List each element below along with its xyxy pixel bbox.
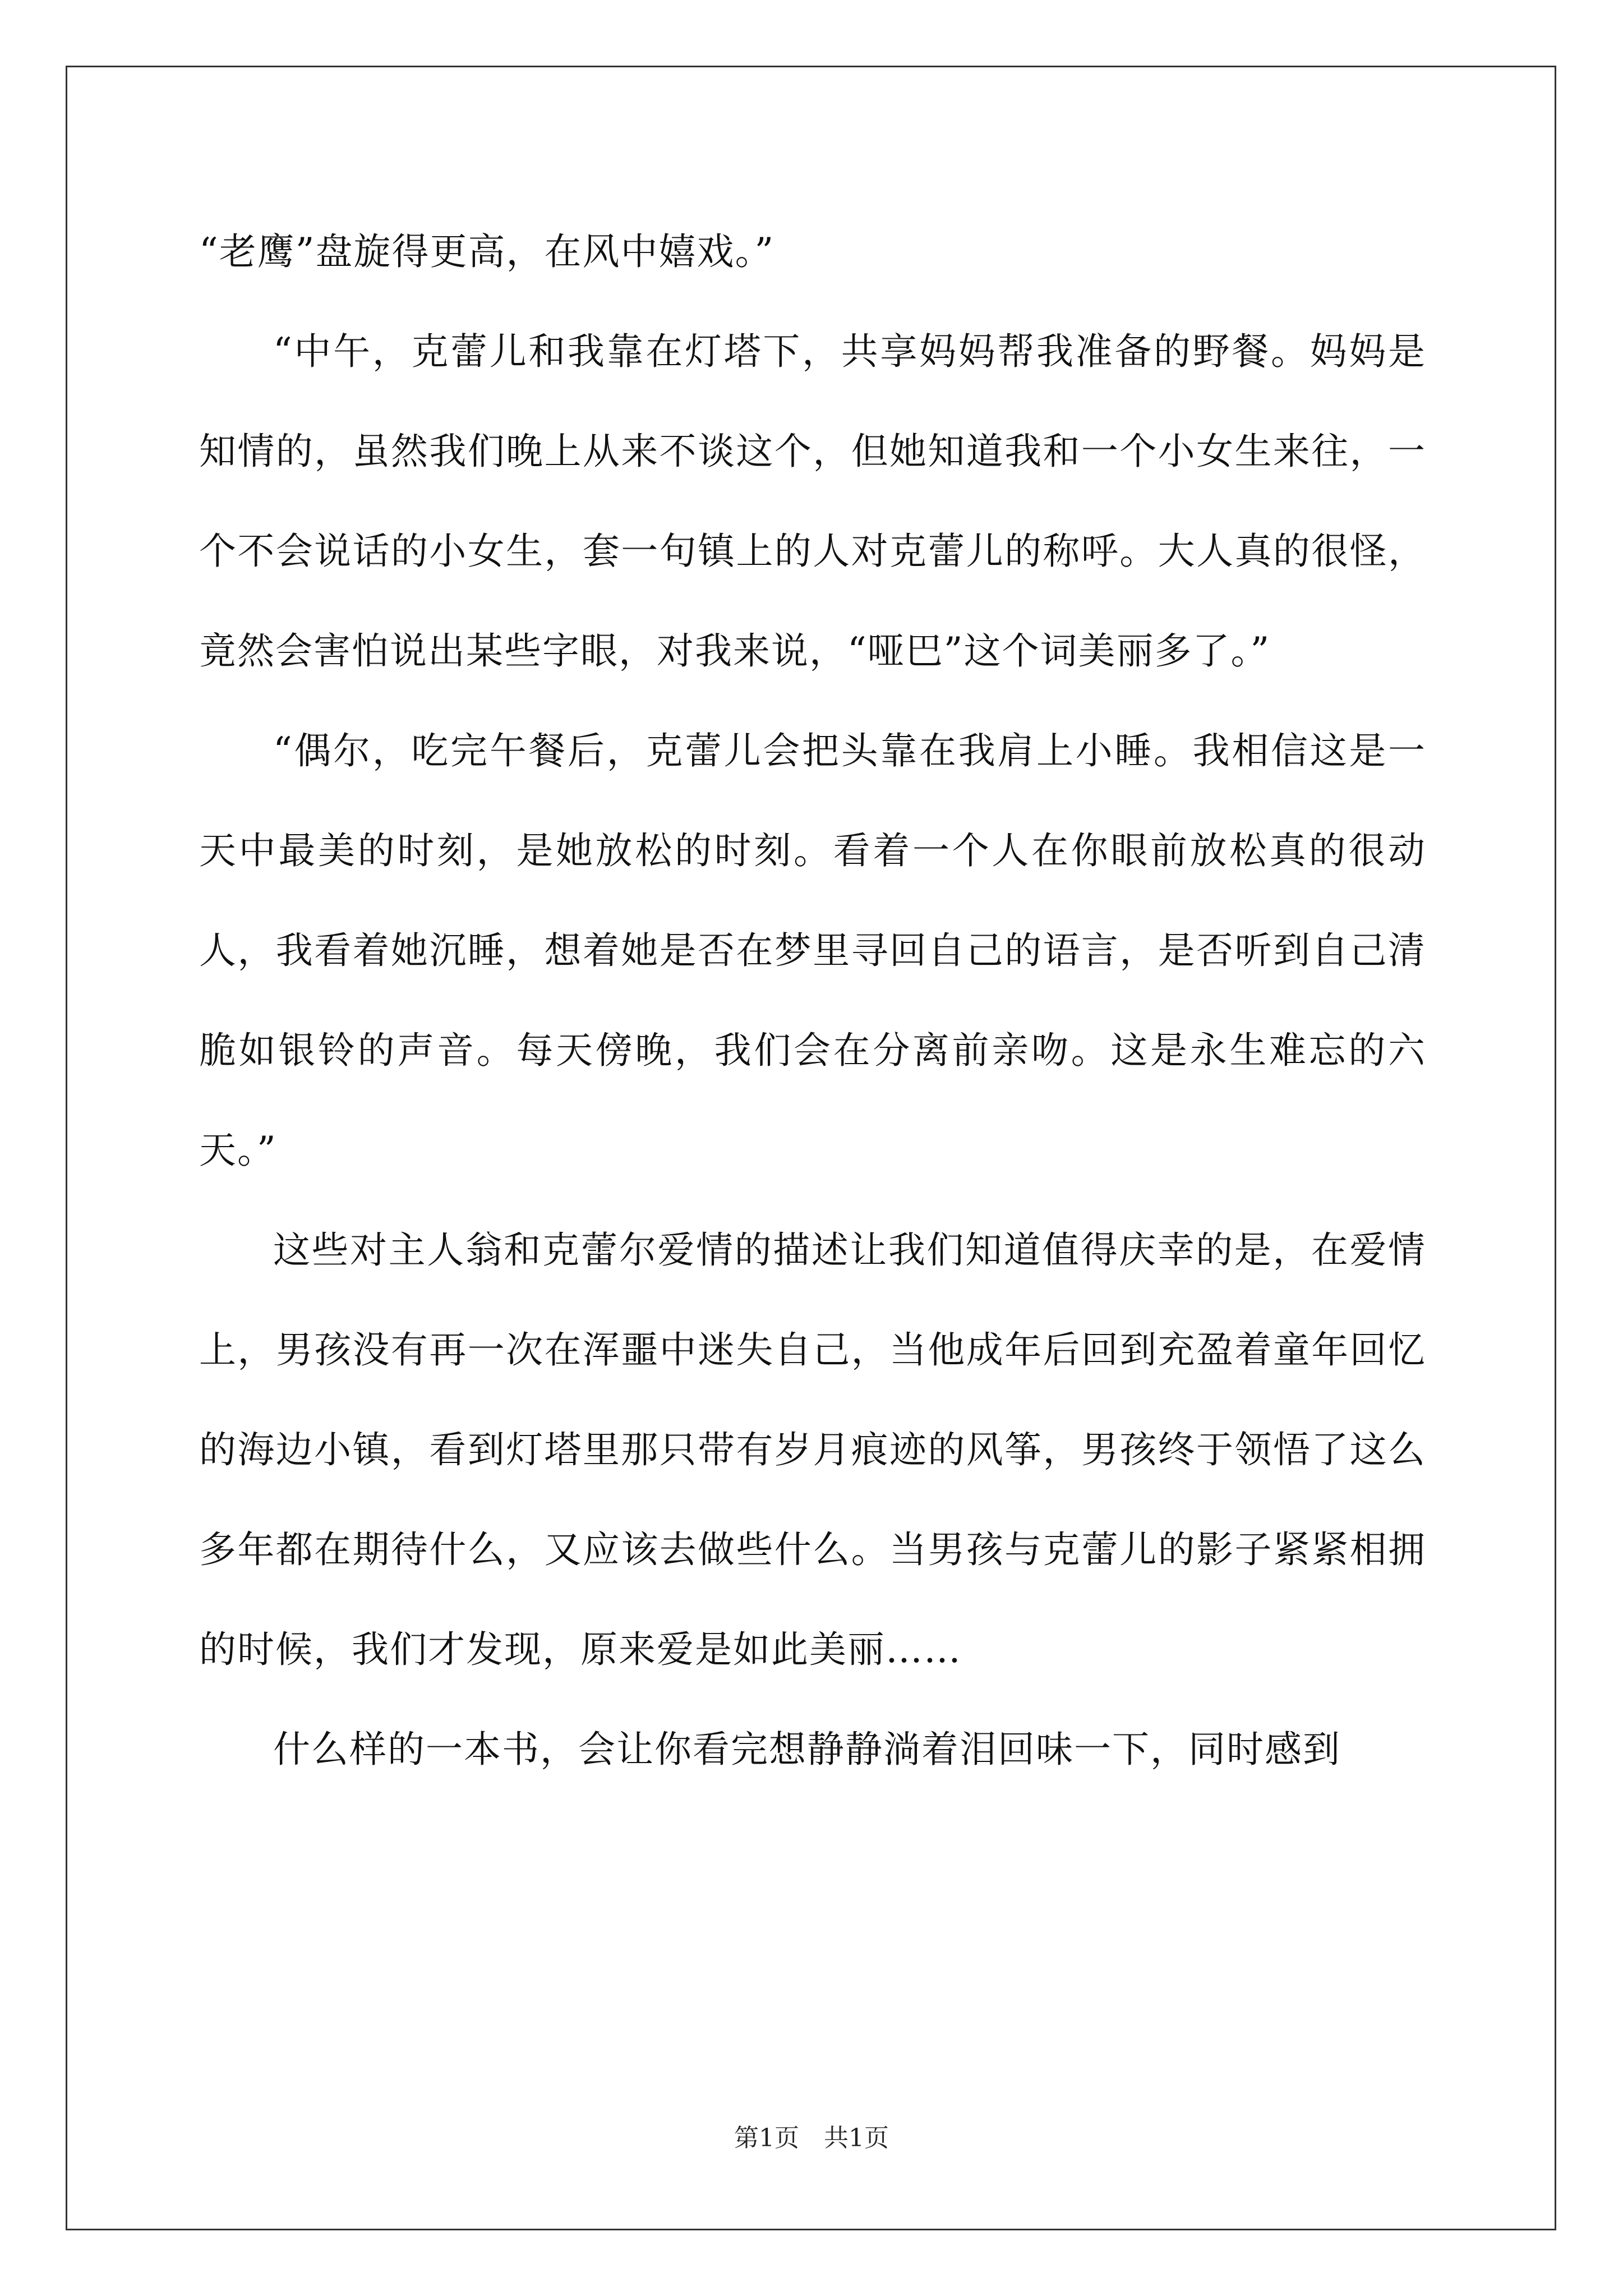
paragraph-5: 什么样的一本书，会让你看完想静静淌着泪回味一下，同时感到 bbox=[273, 1728, 1341, 1771]
paragraph-1: “老鹰”盘旋得更高，在风中嬉戏。” bbox=[199, 230, 775, 273]
document-body bbox=[199, 202, 1426, 1800]
paragraph-2: “中午，克蕾儿和我靠在灯塔下，共享妈妈帮我准备的野餐。妈妈是知情的，虽然我们晚上从来不谈这个，但她知道我和一个小女生来往，一个不会说话的小女生，套一句镇上的人对克蕾儿的称呼。大人真的很怪，竟然会害怕说出某些字眼，对我来说，“哑巴”这个词美丽多了。” bbox=[199, 330, 1426, 673]
paragraph-4: 这些对主人翁和克蕾尔爱情的描述让我们知道值得庆幸的是，在爱情上，男孩没有再一次在浑噩中迷失自己，当他成年后回到充盈着童年回忆的海边小镇，看到灯塔里那只带有岁月痕迹的风筝，男孩终于领悟了这么多年都在期待什么，又应该去做些什么。当男孩与克蕾儿的影子紧紧相拥的时候，我们才发现，原来爱是如此美丽…… bbox=[199, 1228, 1426, 1671]
paragraph-3: “偶尔，吃完午餐后，克蕾儿会把头靠在我肩上小睡。我相信这是一天中最美的时刻，是她放松的时刻。看着一个人在你眼前放松真的很动人，我看着她沉睡，想着她是否在梦里寻回自己的语言，是否听到自己清脆如银铃的声音。每天傍晚，我们会在分离前亲吻。这是永生难忘的六天。” bbox=[199, 729, 1426, 1172]
page-number-footer: 第1页 共1页 bbox=[734, 2124, 889, 2152]
